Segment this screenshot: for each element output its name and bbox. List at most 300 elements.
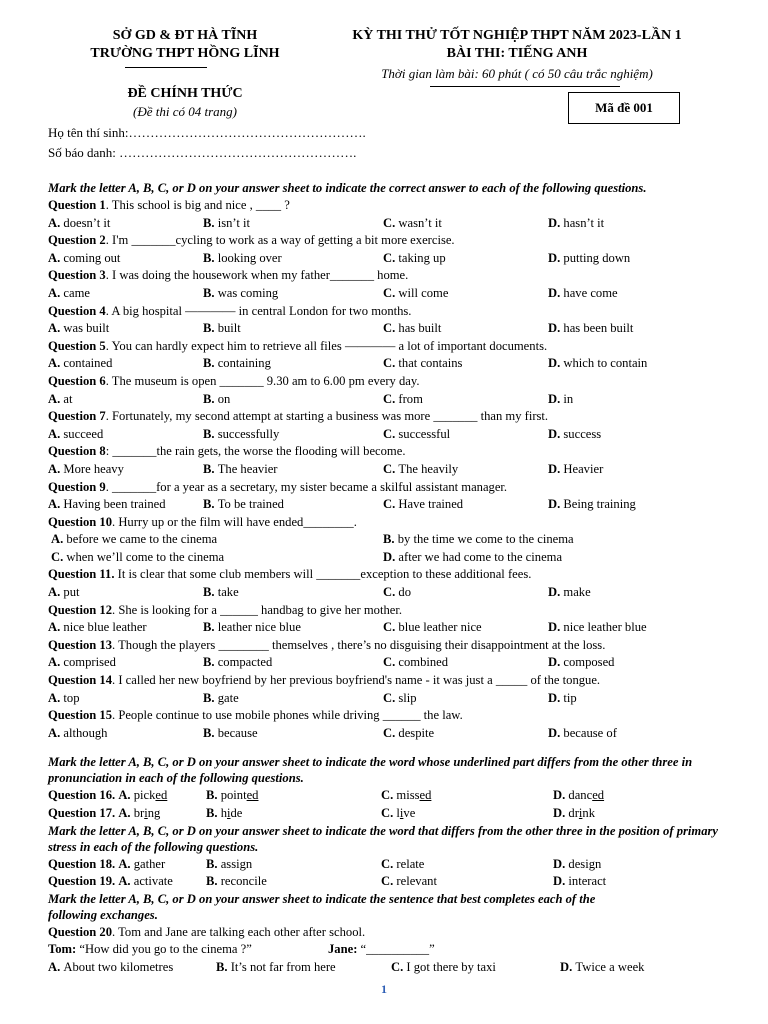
underlined-part: ed [155,788,168,803]
option-letter: C. [383,391,399,406]
question-text: . Tom and Jane are talking each other after school. [112,924,366,939]
option-text: came [63,285,90,300]
option-text: isn’t it [217,215,251,230]
option-text: when we’ll come to the cinema [66,549,225,564]
question-text: . _______for a year as a secretary, my sister became a skilful assistant manager. [105,479,508,494]
question-label: Question 16. [48,788,119,803]
option-text: The heavier [217,461,278,476]
option-text: was built [63,321,110,336]
option-d[interactable] [548,690,577,708]
speaker-tom: Tom: [48,942,77,957]
option-letter: C. [383,585,399,600]
options-row [48,584,748,602]
option-letter: C. [383,725,399,740]
option-text: doesn’t it [63,215,111,230]
question-label: Question 2 [48,233,106,248]
option-a[interactable] [118,788,167,802]
option-b[interactable] [203,391,230,409]
exam-code: Mã đề 001 [595,100,653,115]
option-b[interactable] [206,787,258,805]
option-letter: C. [383,655,399,670]
question-stem [48,267,748,285]
question-text: . Though the players ________ themselves , there’s no disguising their disappointment at the loss. [112,637,606,652]
question-label: Question 3 [48,268,106,283]
option-text: hasn’t it [563,215,605,230]
option-b[interactable] [203,619,301,637]
option-text: composed [563,655,615,670]
question-stem [48,443,748,461]
option-letter: B. [203,725,218,740]
option-letter: D. [548,655,564,670]
option-b[interactable] [216,959,336,977]
option-text: dr [568,806,579,820]
option-letter: B. [203,215,218,230]
option-text-rest: nk [582,806,595,820]
option-text: l [396,806,400,820]
option-c[interactable] [383,285,448,303]
option-d[interactable] [548,250,630,268]
option-letter: C. [381,874,397,889]
underlined-part: ed [592,788,605,803]
option-letter: D. [548,461,564,476]
option-c[interactable] [383,496,463,514]
option-d[interactable] [548,496,636,514]
option-a[interactable] [48,461,124,479]
option-b[interactable] [203,725,258,743]
option-c[interactable] [383,725,434,743]
question-label: Question 19. [48,874,119,889]
option-text: design [568,856,602,871]
option-d[interactable] [383,549,562,567]
option-letter: C. [381,788,397,803]
option-text: built [217,321,241,336]
option-letter: A. [48,725,64,740]
option-text: putting down [563,250,631,265]
option-letter: B. [203,391,218,406]
option-a[interactable] [48,619,147,637]
options-row [48,690,748,708]
option-letter: D. [548,497,564,512]
option-text: by the time we come to the cinema [397,532,574,547]
option-text: comprised [63,655,116,670]
options-row [48,461,748,479]
dialogue-line [48,941,748,959]
option-text: will come [398,285,449,300]
inline-question [48,805,748,823]
option-b[interactable] [206,805,242,823]
underlined-part: ed [419,788,432,803]
option-letter: D. [548,585,564,600]
option-d[interactable] [548,426,601,444]
option-b[interactable] [383,531,574,549]
option-text: gather [133,856,166,871]
option-d[interactable] [553,787,604,805]
option-text: miss [396,788,420,803]
options-row [48,250,748,268]
option-c[interactable] [383,391,423,409]
option-letter: C. [383,250,399,265]
options-row [48,619,748,637]
question-label: Question 17. [48,806,119,820]
option-letter: B. [203,285,218,300]
question-label: Question 14 [48,673,113,688]
question-text: It is clear that some club members will _______exception to these additional fees. [114,567,532,582]
option-text: More heavy [63,461,124,476]
option-text: because of [563,725,617,740]
options-row [48,654,748,672]
option-d[interactable] [548,584,591,602]
question-label: Question 5 [48,338,106,353]
option-text: blue leather nice [398,620,482,635]
option-letter: C. [383,426,399,441]
option-a[interactable] [118,857,165,871]
option-letter: D. [548,620,564,635]
option-b[interactable] [203,355,271,373]
option-a[interactable] [48,496,166,514]
option-text: compacted [217,655,273,670]
question-stem [48,232,748,250]
section-instruction: Mark the letter A, B, C, or D on your answer sheet to indicate the word whose underlined part differs from the other three in pronunciation in each of the following questions. [48,755,693,786]
question-text: . Hurry up or the film will have ended________. [112,514,357,529]
option-text: Have trained [398,497,464,512]
option-text: About two kilometres [63,959,174,974]
option-a[interactable] [48,320,109,338]
option-letter: B. [203,585,218,600]
question-stem [48,514,748,532]
option-text: Twice a week [575,959,645,974]
option-text: The heavily [398,461,459,476]
option-letter: A. [48,655,64,670]
option-letter: B. [203,655,218,670]
option-d[interactable] [548,355,647,373]
option-letter: B. [203,321,218,336]
question-text: . You can hardly expect him to retrieve all files ———— a lot of important documents. [105,338,548,353]
question-stem [48,373,748,391]
option-text: do [398,585,411,600]
option-text: put [63,585,80,600]
option-text: relevant [396,874,437,889]
option-text: successful [398,426,451,441]
option-text: br [133,806,145,820]
option-text: reconcile [220,874,267,889]
option-text: looking over [217,250,282,265]
option-letter: C. [381,806,397,820]
options-row [48,725,748,743]
school-dept: SỞ GD & ĐT HÀ TĨNH [112,28,258,43]
option-c[interactable] [383,215,442,233]
option-letter: A. [118,856,134,871]
tom-line: “How did you go to the cinema ?” [76,942,252,957]
official-label: ĐỀ CHÍNH THỨC [127,86,243,101]
option-text: although [63,725,108,740]
section-instruction: Mark the letter A, B, C, or D on your answer sheet to indicate the correct answer to each of the following questions. [48,181,647,195]
question-label: Question 1 [48,198,106,212]
option-d[interactable] [548,654,614,672]
option-c[interactable] [383,355,462,373]
school-name: TRƯỜNG THPT HỒNG LĨNH [90,46,280,61]
option-text: wasn’t it [398,215,442,230]
speaker-jane: Jane: [328,942,358,957]
option-a[interactable] [48,215,110,233]
option-d[interactable] [553,856,601,874]
option-c[interactable] [383,461,458,479]
inline-question [48,787,748,805]
option-letter: C. [383,690,399,705]
option-letter: B. [203,620,218,635]
option-c[interactable] [381,787,431,805]
option-c[interactable] [383,654,448,672]
option-a[interactable] [48,584,80,602]
option-letter: A. [48,426,64,441]
option-letter: B. [216,959,231,974]
option-a[interactable] [48,654,116,672]
question-text: . A big hospital ———— in central London for two months. [105,303,412,318]
option-c[interactable] [383,584,411,602]
question-label: Question 11. [48,567,115,582]
option-text-rest: de [230,806,243,820]
option-d[interactable] [548,725,617,743]
option-text: top [63,690,80,705]
time-note: Thời gian làm bài: 60 phút ( có 50 câu trắc nghiệm) [381,66,653,81]
question-stem [48,479,748,497]
option-b[interactable] [203,496,284,514]
option-text: before we came to the cinema [66,532,218,547]
inline-question [48,873,748,891]
option-text-rest: ng [147,806,161,820]
option-b[interactable] [203,461,278,479]
option-letter: B. [206,874,221,889]
option-text: leather nice blue [217,620,301,635]
option-c[interactable] [383,619,482,637]
option-a[interactable] [48,285,90,303]
underlined-part: ed [246,788,259,803]
option-a[interactable] [51,531,217,549]
question-stem [48,672,748,690]
option-b[interactable] [203,320,241,338]
option-letter: A. [51,532,67,547]
option-letter: A. [48,461,64,476]
question-text: . She is looking for a ______ handbag to give her mother. [112,602,402,617]
option-a[interactable] [48,250,120,268]
option-letter: B. [206,856,221,871]
question-stem [48,707,748,725]
option-letter: D. [548,321,564,336]
underlined-part: i [578,806,583,820]
option-letter: B. [206,806,221,820]
option-c[interactable] [383,426,450,444]
option-a[interactable] [48,391,73,409]
option-letter: C. [383,215,399,230]
options-row [48,320,748,338]
option-text: has been built [563,321,634,336]
option-letter: D. [548,725,564,740]
option-d[interactable] [548,320,633,338]
question-label: Question 7 [48,409,106,424]
option-text: succeed [63,426,104,441]
option-text: pick [133,788,156,803]
option-text: take [217,585,239,600]
option-text: taking up [398,250,446,265]
option-text: which to contain [563,356,648,371]
option-letter: A. [48,585,64,600]
option-letter: C. [391,959,407,974]
option-c[interactable] [391,959,496,977]
option-letter: C. [383,285,399,300]
question-stem [48,338,748,356]
option-text: tip [563,690,577,705]
option-a[interactable] [48,355,112,373]
candidate-id-field[interactable]: Số báo danh: ………………………………………………. [48,145,357,160]
option-a[interactable] [48,690,80,708]
option-b[interactable] [203,584,239,602]
option-letter: A. [48,215,64,230]
option-letter: D. [553,806,569,820]
option-letter: B. [203,690,218,705]
option-c[interactable] [383,690,417,708]
option-text: successfully [217,426,280,441]
option-text: interact [568,874,607,889]
option-letter: D. [560,959,576,974]
options-row [48,496,748,514]
option-c[interactable] [383,250,446,268]
option-text: It’s not far from here [230,959,336,974]
option-letter: A. [48,356,64,371]
option-d[interactable] [548,461,603,479]
option-letter: C. [383,620,399,635]
option-b[interactable] [203,250,282,268]
option-text: Having been trained [63,497,166,512]
option-b[interactable] [206,856,252,874]
option-text: that contains [398,356,463,371]
option-b[interactable] [203,285,278,303]
section-gap [48,742,748,754]
option-text: coming out [63,250,121,265]
exam-code-box [568,92,680,124]
option-letter: A. [48,497,64,512]
question-label: Question 13 [48,637,113,652]
option-letter: D. [553,788,569,803]
candidate-name-field[interactable]: Họ tên thí sinh:………………………………………………. [48,125,366,140]
option-text: nice leather blue [563,620,647,635]
underlined-part: i [399,806,404,820]
option-b[interactable] [206,873,267,891]
options-row [48,959,748,977]
option-c[interactable] [381,856,424,874]
option-letter: A. [48,620,64,635]
option-letter: B. [206,788,221,803]
option-a[interactable] [118,806,160,820]
option-d[interactable] [553,805,595,823]
question-stem [48,303,748,321]
option-d[interactable] [553,873,606,891]
option-b[interactable] [203,215,250,233]
option-text: danc [568,788,593,803]
option-d[interactable] [548,215,604,233]
option-letter: A. [48,321,64,336]
school-underline [125,67,207,68]
option-letter: C. [381,856,397,871]
option-letter: B. [383,532,398,547]
option-letter: D. [553,874,569,889]
question-text: . Fortunately, my second attempt at starting a business was more _______ than my first. [105,409,549,424]
option-d[interactable] [548,619,647,637]
section-instruction: Mark the letter A, B, C, or D on your answer sheet to indicate the sentence that best completes each of the following exchanges. [48,891,596,922]
option-b[interactable] [203,654,272,672]
option-text: on [217,391,231,406]
option-text: was coming [217,285,279,300]
option-letter: C. [383,461,399,476]
option-text: point [220,788,247,803]
option-text: Heavier [563,461,604,476]
option-letter: D. [548,250,564,265]
option-text: slip [398,690,417,705]
question-stem [48,408,748,426]
option-letter: B. [203,461,218,476]
option-text: containing [217,356,271,371]
option-text: despite [398,725,435,740]
option-text: contained [63,356,113,371]
underlined-part: i [227,806,231,820]
option-letter: C. [51,549,67,564]
option-letter: C. [383,497,399,512]
option-text-rest: ve [403,806,416,820]
question-stem [48,637,748,655]
underlined-part: i [144,806,148,820]
option-a[interactable] [48,959,173,977]
option-a[interactable] [118,874,173,888]
option-d[interactable] [548,391,573,409]
question-stem [48,924,748,942]
question-text: . This school is big and nice , ____ ? [105,198,290,212]
option-d[interactable] [548,285,618,303]
question-label: Question 4 [48,303,106,318]
option-text: relate [396,856,425,871]
option-letter: A. [118,788,134,803]
question-label: Question 9 [48,479,106,494]
option-text: combined [398,655,449,670]
question-text: . The museum is open _______ 9.30 am to 6.00 pm every day. [105,373,420,388]
option-d[interactable] [560,959,644,977]
question-stem [48,566,748,584]
option-letter: A. [48,690,64,705]
option-letter: A. [48,391,64,406]
option-text: h [220,806,227,820]
question-text: . I'm _______cycling to work as a way of getting a bit more exercise. [105,233,455,248]
option-a[interactable] [48,426,103,444]
option-c[interactable] [381,873,437,891]
option-c[interactable] [381,805,415,823]
question-label: Question 20 [48,924,113,939]
option-c[interactable] [51,549,224,567]
option-letter: D. [548,285,564,300]
option-letter: C. [383,321,399,336]
option-text: from [398,391,423,406]
option-letter: A. [48,285,64,300]
jane-line: “__________” [357,942,435,957]
option-c[interactable] [383,320,441,338]
option-b[interactable] [203,690,239,708]
question-label: Question 18. [48,856,119,871]
option-letter: A. [48,959,64,974]
time-underline [430,86,620,87]
question-stem [48,197,748,215]
inline-question [48,856,748,874]
option-a[interactable] [48,725,107,743]
option-b[interactable] [203,426,279,444]
option-text: has built [398,321,442,336]
option-text: success [563,426,602,441]
option-text: after we had come to the cinema [398,549,563,564]
